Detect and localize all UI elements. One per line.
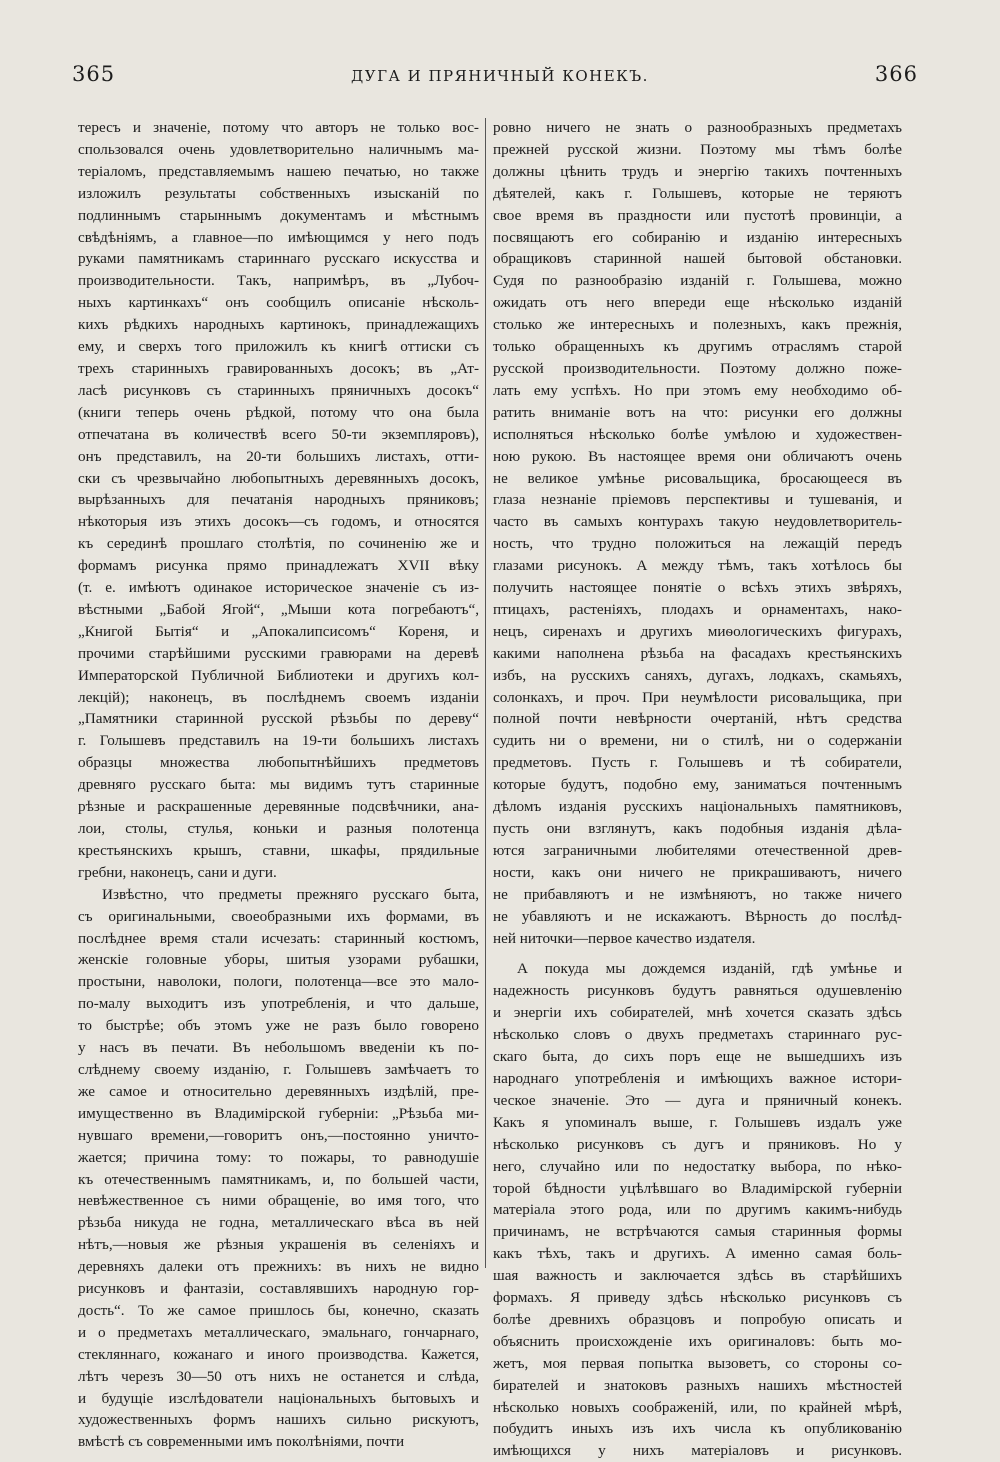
text-line: побудитъ иныхъ изъ ихъ числа къ опубликованію bbox=[493, 1420, 902, 1438]
text-line: шая важность и заключается здѣсь въ старѣйшихъ bbox=[493, 1267, 902, 1285]
text-line: древняго русскаго быта: мы видимъ тутъ старинные bbox=[78, 776, 479, 794]
text-line: ему, и сверхъ того приложилъ къ книгѣ оттиски съ bbox=[78, 338, 479, 356]
text-line: судить ни о времени, ни о стилѣ, ни о содержаніи bbox=[493, 732, 902, 750]
text-line: г. Голышевъ представилъ на 19-ти большихъ листахъ bbox=[78, 732, 479, 750]
text-line: ность, что трудно положиться на лежащій передъ bbox=[493, 535, 902, 553]
text-line: слѣднему своему изданію, г. Голышевъ замѣчаетъ то bbox=[78, 1060, 479, 1078]
text-line: ожидать отъ него впереди еще нѣсколько изданій bbox=[493, 294, 902, 312]
text-line: рѣзные и раскрашенные деревянные подсвѣчники, ана- bbox=[78, 798, 479, 816]
text-line: къ серединѣ прошлаго столѣтія, по сочиненію же и bbox=[78, 535, 479, 553]
text-line: гребни, наконецъ, сани и дуги. bbox=[78, 863, 277, 881]
text-line: имѣющихся у нихъ матеріаловъ и рисунковъ. bbox=[493, 1442, 902, 1460]
text-line: объяснить происхожденіе ихъ оригиналовъ: быть мо- bbox=[493, 1332, 902, 1350]
text-line: нѣсколько рисунковъ съ дугъ и пряниковъ. Но у bbox=[493, 1135, 902, 1153]
text-line: вырѣзанныхъ для печатанія народныхъ пряниковъ; bbox=[78, 491, 479, 509]
text-line: русской производительности. Поэтому должно поже- bbox=[493, 359, 902, 377]
text-line: пусть они взглянутъ, какъ подобныя изданія дѣла- bbox=[493, 820, 902, 837]
text-line: (книги теперь очень рѣдкой, потому что она была bbox=[78, 403, 479, 421]
left-column bbox=[78, 117, 479, 1453]
text-line: глаза незнаніе пріемовъ перспективы и тушеванія, и bbox=[493, 491, 902, 509]
text-line: свое время въ праздности или пустотѣ провинціи, а bbox=[493, 206, 902, 224]
text-line: нѣсколько новыхъ соображеній, или, по крайней мѣрѣ, bbox=[493, 1398, 902, 1416]
text-line: стекляннаго, кожанаго и иного производства. Кажется, bbox=[78, 1345, 479, 1363]
text-line: къ отечественнымъ памятникамъ, и, по большей части, bbox=[78, 1170, 479, 1188]
text-line: же самое и относительно деревянныхъ издѣлій, пре- bbox=[78, 1082, 479, 1100]
text-line: и энергіи ихъ собирателей, мнѣ хочется сказать здѣсь bbox=[493, 1004, 902, 1022]
text-line: простыни, наволоки, пологи, полотенца—все это мало- bbox=[78, 973, 479, 991]
text-line: отпечатана въ количествѣ всего 50-ти экземпляровъ), bbox=[78, 425, 479, 443]
text-line: болѣе древнихъ образцовъ и попробую описать и bbox=[493, 1310, 902, 1328]
text-line: свѣдѣніямъ, а главное—по имѣющимся у него подъ bbox=[78, 228, 479, 246]
text-line: предметовъ. Пусть г. Голышевъ и тѣ собиратели, bbox=[493, 754, 902, 772]
text-line: бирателей и знатоковъ разныхъ нашихъ мѣстностей bbox=[493, 1376, 902, 1394]
text-line: обращиковъ старинной нашей бытовой обстановки. bbox=[493, 250, 902, 268]
text-line: глазами рисунокъ. А между тѣмъ, такъ хотѣлось бы bbox=[493, 557, 902, 575]
text-line: ются заграничными любителями отечественной древ- bbox=[493, 841, 902, 859]
text-line: по-малу выходитъ изъ употребленія, и что дальше, bbox=[78, 995, 479, 1013]
text-line: не великое умѣнье рисовальщика, бросающееся въ bbox=[493, 469, 902, 487]
text-line: трехъ старинныхъ гравированныхъ досокъ; въ „Ат- bbox=[78, 359, 479, 377]
text-line: лѣтъ черезъ 30—50 отъ нихъ не останется и слѣда, bbox=[78, 1367, 479, 1385]
text-line: жетъ, моя первая попытка вызоветъ, со стороны со- bbox=[493, 1354, 902, 1372]
text-line: птицахъ, растеніяхъ, плодахъ и орнаментахъ, нако- bbox=[493, 600, 902, 618]
text-line: лать ему успѣхъ. Но при этомъ ему необходимо об- bbox=[493, 381, 902, 399]
text-line: теріаломъ, представляемымъ нашею печатью, но также bbox=[78, 162, 479, 180]
text-line: онъ представилъ, на 20-ти большихъ листахъ, отти- bbox=[78, 447, 479, 465]
text-line: полной почти невѣрности очертаній, нѣтъ средства bbox=[493, 710, 902, 728]
text-line: часто въ самыхъ контурахъ такую неудовлетворитель- bbox=[493, 513, 902, 531]
text-line: лекцій); наконецъ, въ послѣднемъ своемъ изданіи bbox=[78, 688, 479, 706]
text-line: вѣстными „Бабой Ягой“, „Мыши кота погребаютъ“, bbox=[78, 600, 479, 618]
text-line: надежность рисунковъ будутъ равняться одушевленію bbox=[493, 982, 902, 1000]
text-line: торой бѣдности уцѣлѣвшаго во Владимірской губерніи bbox=[493, 1179, 902, 1197]
text-line: прочими старѣйшими русскими гравюрами на деревѣ bbox=[78, 644, 479, 662]
text-line: не прибавляютъ и не измѣняютъ, но также ничего bbox=[493, 885, 902, 903]
text-line: жается; причина тому: то пожары, то равнодушіе bbox=[78, 1148, 479, 1166]
text-line: и будущіе изслѣдователи національныхъ бытовыхъ и bbox=[78, 1389, 479, 1407]
text-line: получить настоящее понятіе о всѣхъ этихъ звѣряхъ, bbox=[493, 579, 902, 597]
text-line: „Книгой Бытія“ и „Апокалипсисомъ“ Кореня, и bbox=[78, 622, 479, 640]
text-line: ности, какъ они ничего не прикрашиваютъ, ничего bbox=[493, 863, 902, 881]
text-line: нѣсколько словъ о двухъ предметахъ стариннаго рус- bbox=[493, 1026, 902, 1044]
text-line: женскіе головные уборы, шитыя узорами рубашки, bbox=[78, 951, 479, 969]
text-line: и о предметахъ металлическаго, эмальнаго, гончарнаго, bbox=[78, 1323, 479, 1341]
text-line: формахъ. Я приведу здѣсь нѣсколько рисунковъ съ bbox=[493, 1289, 902, 1307]
text-line: ныхъ картинкахъ“ онъ сообщилъ описаніе нѣсколь- bbox=[78, 294, 479, 312]
text-line: (т. е. имѣютъ одинакое историческое значеніе съ из- bbox=[78, 579, 479, 597]
text-line: спользовался очень удовлетворительно наличнымъ ма- bbox=[78, 140, 479, 158]
page-header bbox=[0, 62, 1000, 98]
text-line: народнаго употребленія и имѣющихъ важное истори- bbox=[493, 1069, 902, 1087]
text-line: у насъ въ печати. Въ небольшомъ введеніи къ по- bbox=[78, 1039, 479, 1057]
text-line: ней ниточки—первое качество издателя. bbox=[493, 929, 756, 947]
page-number-left: 365 bbox=[72, 62, 116, 86]
text-line: рисунковъ и фантазіи, составлявшихъ народную гор- bbox=[78, 1280, 479, 1298]
text-line: должны цѣнить трудъ и энергію такихъ почтенныхъ bbox=[493, 162, 902, 180]
text-line: ласѣ рисунковъ съ старинныхъ пряничныхъ досокъ“ bbox=[78, 381, 479, 399]
text-line: только обращенныхъ къ другимъ отраслямъ старой bbox=[493, 338, 902, 356]
text-line: причинамъ, не встрѣчаются самыя старинныя формы bbox=[493, 1223, 902, 1241]
text-line: А покуда мы дождемся изданій, гдѣ умѣнье и bbox=[517, 960, 902, 978]
text-line: кихъ рѣдкихъ народныхъ картинокъ, принадлежащихъ bbox=[78, 316, 479, 334]
text-line: матеріала этого рода, или по другимъ какимъ-нибудь bbox=[493, 1201, 902, 1219]
text-line: лои, столы, стулья, коньки и разныя полотенца bbox=[78, 820, 479, 837]
text-line: Какъ я упоминалъ выше, г. Голышевъ издалъ уже bbox=[493, 1113, 902, 1131]
text-line: не убавляютъ и не искажаютъ. Вѣрность до послѣд- bbox=[493, 907, 902, 925]
text-line: ски съ чрезвычайно любопытныхъ деревянныхъ досокъ, bbox=[78, 469, 479, 487]
text-line: Судя по разнообразію изданій г. Голышева, можно bbox=[493, 272, 902, 290]
text-line: вмѣстѣ съ современными имъ поколѣніями, почти bbox=[78, 1433, 405, 1451]
text-line: тересъ и значеніе, потому что авторъ не только вос- bbox=[78, 119, 479, 136]
text-line: него, случайно или по недостатку выбора, по нѣко- bbox=[493, 1157, 902, 1175]
text-line: исполняться нѣсколько болѣе умѣлою и художествен- bbox=[493, 425, 902, 443]
text-line: какъ тѣхъ, такъ и другихъ. А именно самая боль- bbox=[493, 1245, 902, 1263]
text-line: деревняхъ далеки отъ прежнихъ: въ нихъ не видно bbox=[78, 1258, 479, 1276]
text-line: прежней русской жизни. Поэтому мы тѣмъ болѣе bbox=[493, 140, 902, 158]
text-line: „Памятники старинной русской рѣзьбы по дереву“ bbox=[78, 710, 479, 728]
text-line: нѣтъ,—новыя же рѣзныя украшенія въ селеніяхъ и bbox=[78, 1236, 479, 1254]
text-line: дѣятелей, какъ г. Голышевъ, которые не теряютъ bbox=[493, 184, 902, 202]
text-line: производительности. Такъ, напримѣръ, въ „Лубоч- bbox=[78, 272, 479, 290]
text-line: нувшаго времени,—говоритъ онъ,—постоянно уничто- bbox=[78, 1126, 479, 1144]
right-column bbox=[493, 117, 902, 1462]
text-line: подлиннымъ старыннымъ документамъ и мѣстнымъ bbox=[78, 206, 479, 224]
text-line: имущественно въ Владимірской губерніи: „Рѣзьба ми- bbox=[78, 1104, 479, 1122]
text-line: избъ, на русскихъ саняхъ, дугахъ, лодкахъ, скамьяхъ, bbox=[493, 666, 902, 684]
text-line: крестьянскихъ крышъ, ставни, шкафы, прядильные bbox=[78, 841, 479, 859]
page-number-right: 366 bbox=[874, 62, 918, 86]
text-line: послѣднее время стали исчезать: старинный костюмъ, bbox=[78, 929, 479, 947]
text-line: которые будутъ, подобно ему, заниматься почтеннымъ bbox=[493, 776, 902, 794]
text-line: какими наполнена рѣзьба на фасадахъ крестьянскихъ bbox=[493, 644, 902, 662]
text-line: рѣзьба никуда не годна, металлическаго вѣса въ ней bbox=[78, 1214, 479, 1232]
text-line: столько же интересныхъ и полезныхъ, какъ прежнія, bbox=[493, 316, 902, 334]
text-line: ческое значеніе. Это — дуга и пряничный конекъ. bbox=[493, 1091, 902, 1109]
text-line: образцы множества любопытнѣйшихъ предметовъ bbox=[78, 754, 479, 772]
text-line: скаго быта, до сихъ поръ еще не вышедшихъ изъ bbox=[493, 1048, 902, 1066]
text-line: то быстрѣе; объ этомъ уже не разъ было говорено bbox=[78, 1017, 479, 1035]
text-line: руками памятникамъ стариннаго русскаго искусства и bbox=[78, 250, 479, 268]
text-line: художественныхъ формъ нашихъ сильно рискуютъ, bbox=[78, 1411, 479, 1429]
text-line: дость“. То же самое пришлось бы, конечно, сказать bbox=[78, 1301, 479, 1319]
text-line: нѣкоторыя изъ этихъ досокъ—съ годомъ, и относятся bbox=[78, 513, 479, 531]
text-line: ровно ничего не знать о разнообразныхъ предметахъ bbox=[493, 119, 902, 136]
text-line: Извѣстно, что предметы прежняго русскаго быта, bbox=[102, 885, 479, 903]
text-line: съ оригинальными, своеобразными ихъ формами, въ bbox=[78, 907, 479, 925]
text-line: солонкахъ, и проч. При неумѣлости рисовальщика, при bbox=[493, 688, 902, 706]
text-line: невѣжественное съ ними обращеніе, во имя того, что bbox=[78, 1192, 479, 1210]
column-divider bbox=[485, 118, 486, 1268]
text-line: изложилъ результаты собственныхъ изысканій по bbox=[78, 184, 479, 202]
text-line: ною рукою. Въ настоящее время они обличаютъ очень bbox=[493, 447, 902, 465]
text-line: нецъ, сиренахъ и другихъ миѳологическихъ фигурахъ, bbox=[493, 622, 902, 640]
text-line: формамъ рисунка прямо принадлежатъ XVII вѣку bbox=[78, 557, 479, 575]
text-line: дѣломъ изданія русскихъ національныхъ памятниковъ, bbox=[493, 798, 902, 816]
text-line: ратить вниманіе вотъ на что: рисунки его должны bbox=[493, 403, 902, 421]
text-line: Императорской Публичной Библиотеки и другихъ кол- bbox=[78, 666, 479, 684]
running-title: ДУГА И ПРЯНИЧНЫЙ КОНЕКЪ. bbox=[351, 67, 649, 85]
text-line: посвящаютъ его собиранію и изданію интересныхъ bbox=[493, 228, 902, 246]
